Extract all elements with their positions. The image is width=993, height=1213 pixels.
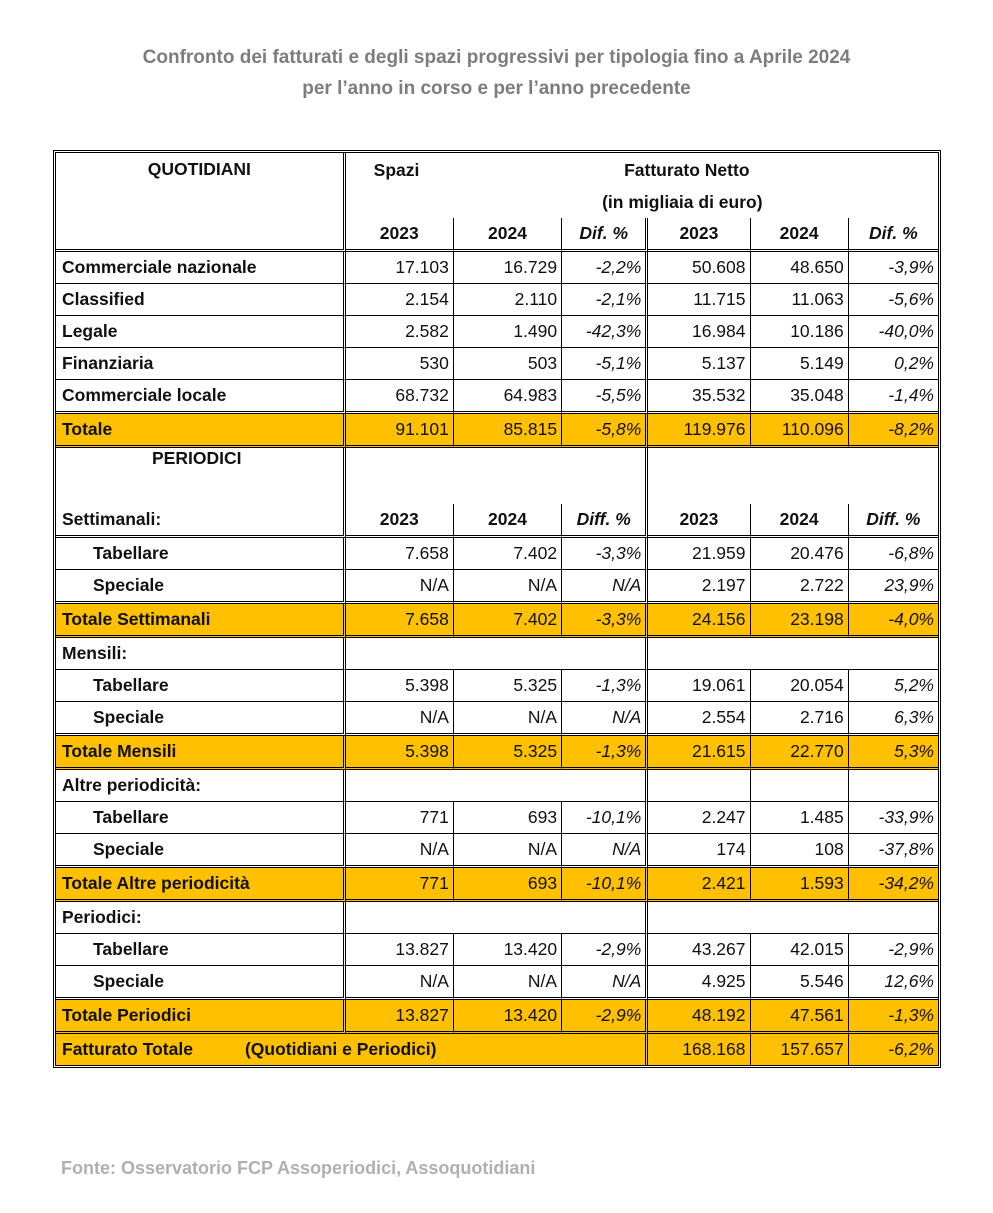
fatturato-2024-cell: 35.048 <box>751 380 849 414</box>
table-row <box>56 570 938 604</box>
section-quotidiani: QUOTIDIANI <box>56 153 346 187</box>
fatturato-2023-cell: 11.715 <box>648 284 750 316</box>
spazi-2024-cell: N/A <box>454 702 562 736</box>
fatturato-dif-cell: -5,6% <box>849 284 938 316</box>
fatturato-2023-cell: 2.554 <box>648 702 750 736</box>
table-row <box>56 538 938 570</box>
table-row <box>56 284 938 316</box>
row-label: Classified <box>56 284 346 316</box>
row-label: Totale Altre periodicità <box>56 868 346 902</box>
fatturato-2024-cell: 1.593 <box>751 868 849 902</box>
table-row <box>56 670 938 702</box>
row-label: Tabellare <box>56 670 346 702</box>
table-row <box>56 348 938 380</box>
spazi-2023-cell: 7.658 <box>346 604 454 638</box>
spazi-dif-cell: N/A <box>562 702 648 736</box>
header-row-1 <box>56 153 938 187</box>
spazi-dif-cell: -10,1% <box>562 868 648 902</box>
row-label: Commerciale locale <box>56 380 346 414</box>
fatturato-dif-cell: 0,2% <box>849 348 938 380</box>
spazi-2024-cell: 693 <box>454 868 562 902</box>
empty-cell <box>648 638 938 670</box>
empty-cell <box>346 770 649 802</box>
spazi-dif-cell: N/A <box>562 834 648 868</box>
spazi-2023-cell: 2.154 <box>346 284 454 316</box>
header-blank <box>346 187 454 218</box>
col-spazi-diff: Diff. % <box>562 504 648 538</box>
spazi-2023-cell: 5.398 <box>346 736 454 770</box>
fatturato-2023-cell: 2.421 <box>648 868 750 902</box>
spazi-2023-cell: 5.398 <box>346 670 454 702</box>
table-row <box>56 702 938 736</box>
section-settimanali: Settimanali: <box>56 504 346 538</box>
spazi-dif-cell: -5,8% <box>562 414 648 448</box>
spazi-2024-cell: 503 <box>454 348 562 380</box>
spazi-2024-cell: 13.420 <box>454 1000 562 1034</box>
total-row-altre <box>56 868 938 902</box>
fatturato-2023-cell: 5.137 <box>648 348 750 380</box>
report-title <box>0 42 993 104</box>
section-title: Periodici: <box>56 902 346 934</box>
row-label: Speciale <box>56 966 346 1000</box>
fatturato-dif-cell: -6,8% <box>849 538 938 570</box>
fatturato-dif-cell: -1,4% <box>849 380 938 414</box>
fatturato-2023-cell: 50.608 <box>648 252 750 284</box>
empty-cell <box>346 448 649 504</box>
fatturato-2023-cell: 2.197 <box>648 570 750 604</box>
fatturato-dif-cell: 6,3% <box>849 702 938 736</box>
fatturato-2023-cell: 21.959 <box>648 538 750 570</box>
fatturato-2023-cell: 119.976 <box>648 414 750 448</box>
fatturato-2024-cell: 10.186 <box>751 316 849 348</box>
spazi-2024-cell: N/A <box>454 966 562 1000</box>
grand-total-row <box>56 1034 938 1065</box>
fatturato-2024-cell: 2.716 <box>751 702 849 736</box>
row-label: Tabellare <box>56 802 346 834</box>
spazi-2023-cell: N/A <box>346 834 454 868</box>
fatturato-dif-cell: -4,0% <box>849 604 938 638</box>
row-label: Tabellare <box>56 934 346 966</box>
row-label: Totale <box>56 414 346 448</box>
total-row-periodici <box>56 1000 938 1034</box>
spazi-2023-cell: 17.103 <box>346 252 454 284</box>
table-row <box>56 316 938 348</box>
spazi-2024-cell: 5.325 <box>454 670 562 702</box>
empty-cell <box>648 770 750 802</box>
col-fatt-2024: 2024 <box>751 218 849 252</box>
spazi-2023-cell: 91.101 <box>346 414 454 448</box>
spazi-2023-cell: 13.827 <box>346 1000 454 1034</box>
section-title: Mensili: <box>56 638 346 670</box>
spazi-2024-cell: 16.729 <box>454 252 562 284</box>
spazi-2024-cell: 2.110 <box>454 284 562 316</box>
empty-cell <box>849 770 938 802</box>
section-periodici: PERIODICI <box>56 448 346 504</box>
grand-total-label <box>56 1034 648 1065</box>
total-row-quotidiani <box>56 414 938 448</box>
revenue-table <box>53 150 941 1068</box>
total-row-settimanali <box>56 604 938 638</box>
row-label: Totale Settimanali <box>56 604 346 638</box>
fatturato-dif-cell: -3,9% <box>849 252 938 284</box>
spazi-dif-cell: -2,1% <box>562 284 648 316</box>
grand-total-dif: -6,2% <box>849 1034 938 1065</box>
spazi-dif-cell: -42,3% <box>562 316 648 348</box>
fatturato-2024-cell: 20.054 <box>751 670 849 702</box>
spazi-dif-cell: -2,9% <box>562 1000 648 1034</box>
title-line-2: per l’anno in corso e per l’anno precedente <box>302 78 691 99</box>
fatturato-2023-cell: 21.615 <box>648 736 750 770</box>
col-spazi-dif: Dif. % <box>562 218 648 252</box>
header-blank <box>56 218 346 252</box>
fatturato-2024-cell: 22.770 <box>751 736 849 770</box>
spazi-2024-cell: 13.420 <box>454 934 562 966</box>
header-unit: (in migliaia di euro) <box>602 192 763 212</box>
fatturato-2024-cell: 2.722 <box>751 570 849 604</box>
spazi-2023-cell: N/A <box>346 702 454 736</box>
fatturato-2023-cell: 48.192 <box>648 1000 750 1034</box>
header-spazi: Spazi <box>373 159 420 180</box>
spazi-dif-cell: N/A <box>562 570 648 604</box>
total-row-mensili <box>56 736 938 770</box>
empty-cell <box>648 448 938 504</box>
spazi-dif-cell: -5,1% <box>562 348 648 380</box>
fatturato-dif-cell: -33,9% <box>849 802 938 834</box>
table-row <box>56 380 938 414</box>
row-label: Tabellare <box>56 538 346 570</box>
spazi-2023-cell: N/A <box>346 966 454 1000</box>
fatturato-dif-cell: 12,6% <box>849 966 938 1000</box>
spazi-2023-cell: 771 <box>346 802 454 834</box>
fatturato-2024-cell: 20.476 <box>751 538 849 570</box>
spazi-2023-cell: 68.732 <box>346 380 454 414</box>
fatturato-dif-cell: 23,9% <box>849 570 938 604</box>
spazi-dif-cell: N/A <box>562 966 648 1000</box>
fatturato-2024-cell: 23.198 <box>751 604 849 638</box>
grand-total-note: (Quotidiani e Periodici) <box>244 1039 437 1059</box>
empty-cell <box>648 902 938 934</box>
spazi-dif-cell: -2,9% <box>562 934 648 966</box>
grand-total-2023: 168.168 <box>648 1034 750 1065</box>
spazi-2023-cell: 7.658 <box>346 538 454 570</box>
row-label: Speciale <box>56 702 346 736</box>
spazi-2023-cell: 530 <box>346 348 454 380</box>
fatturato-2023-cell: 2.247 <box>648 802 750 834</box>
empty-cell <box>346 638 649 670</box>
section-row-mensili <box>56 638 938 670</box>
row-label: Speciale <box>56 834 346 868</box>
table-row <box>56 834 938 868</box>
fatturato-2024-cell: 110.096 <box>751 414 849 448</box>
fatturato-dif-cell: -1,3% <box>849 1000 938 1034</box>
fatturato-2024-cell: 5.546 <box>751 966 849 1000</box>
col-fatt-diff: Diff. % <box>849 504 938 538</box>
spazi-2024-cell: 5.325 <box>454 736 562 770</box>
fatturato-2023-cell: 4.925 <box>648 966 750 1000</box>
col-spazi-2024: 2024 <box>454 218 562 252</box>
table-row <box>56 966 938 1000</box>
periodici-years-row <box>56 504 938 538</box>
fatturato-2024-cell: 1.485 <box>751 802 849 834</box>
spazi-dif-cell: -10,1% <box>562 802 648 834</box>
col-fatt-dif: Dif. % <box>849 218 938 252</box>
spazi-2024-cell: 1.490 <box>454 316 562 348</box>
spazi-dif-cell: -3,3% <box>562 538 648 570</box>
section-row-periodici <box>56 902 938 934</box>
row-label: Commerciale nazionale <box>56 252 346 284</box>
periodici-header-row <box>56 448 938 504</box>
header-blank <box>454 187 562 218</box>
spazi-2024-cell: 693 <box>454 802 562 834</box>
row-label: Speciale <box>56 570 346 604</box>
table-row <box>56 934 938 966</box>
spazi-2023-cell: 13.827 <box>346 934 454 966</box>
spazi-2023-cell: 2.582 <box>346 316 454 348</box>
row-label: Totale Periodici <box>56 1000 346 1034</box>
fatturato-2023-cell: 174 <box>648 834 750 868</box>
header-fatturato: Fatturato Netto <box>624 159 750 180</box>
table-row <box>56 802 938 834</box>
fatturato-dif-cell: -34,2% <box>849 868 938 902</box>
fatturato-2024-cell: 48.650 <box>751 252 849 284</box>
row-label: Legale <box>56 316 346 348</box>
fatturato-2024-cell: 11.063 <box>751 284 849 316</box>
empty-cell <box>751 770 849 802</box>
spazi-dif-cell: -5,5% <box>562 380 648 414</box>
spazi-2024-cell: N/A <box>454 834 562 868</box>
row-label: Finanziaria <box>56 348 346 380</box>
fatturato-2024-cell: 42.015 <box>751 934 849 966</box>
grand-total-2024: 157.657 <box>751 1034 849 1065</box>
col-spazi-2024: 2024 <box>454 504 562 538</box>
fatturato-dif-cell: -40,0% <box>849 316 938 348</box>
fatturato-2024-cell: 5.149 <box>751 348 849 380</box>
fatturato-2023-cell: 35.532 <box>648 380 750 414</box>
spazi-2023-cell: 771 <box>346 868 454 902</box>
header-years-row <box>56 218 938 252</box>
header-blank <box>454 153 562 187</box>
grand-total-title: Fatturato Totale <box>62 1039 193 1059</box>
spazi-2024-cell: 7.402 <box>454 538 562 570</box>
spazi-2024-cell: 7.402 <box>454 604 562 638</box>
fatturato-2023-cell: 19.061 <box>648 670 750 702</box>
fatturato-2024-cell: 47.561 <box>751 1000 849 1034</box>
source-note: Fonte: Osservatorio FCP Assoperiodici, Assoquotidiani <box>61 1158 536 1178</box>
empty-cell <box>346 902 649 934</box>
section-row-altre <box>56 770 938 802</box>
spazi-2024-cell: N/A <box>454 570 562 604</box>
fatturato-dif-cell: 5,2% <box>849 670 938 702</box>
header-blank <box>56 187 346 218</box>
spazi-dif-cell: -1,3% <box>562 670 648 702</box>
col-spazi-2023: 2023 <box>346 504 454 538</box>
fatturato-2023-cell: 43.267 <box>648 934 750 966</box>
fatturato-dif-cell: -8,2% <box>849 414 938 448</box>
col-fatt-2023: 2023 <box>648 504 750 538</box>
fatturato-dif-cell: -37,8% <box>849 834 938 868</box>
spazi-2024-cell: 85.815 <box>454 414 562 448</box>
spazi-dif-cell: -3,3% <box>562 604 648 638</box>
spazi-2023-cell: N/A <box>346 570 454 604</box>
section-title: Altre periodicità: <box>56 770 346 802</box>
fatturato-2023-cell: 24.156 <box>648 604 750 638</box>
col-fatt-2024: 2024 <box>751 504 849 538</box>
header-row-2 <box>56 187 938 218</box>
row-label: Totale Mensili <box>56 736 346 770</box>
title-line-1: Confronto dei fatturati e degli spazi progressivi per tipologia fino a Aprile 2024 <box>142 47 851 68</box>
col-spazi-2023: 2023 <box>346 218 454 252</box>
spazi-2024-cell: 64.983 <box>454 380 562 414</box>
fatturato-2024-cell: 108 <box>751 834 849 868</box>
col-fatt-2023: 2023 <box>648 218 750 252</box>
fatturato-dif-cell: 5,3% <box>849 736 938 770</box>
table-row <box>56 252 938 284</box>
spazi-dif-cell: -1,3% <box>562 736 648 770</box>
fatturato-2023-cell: 16.984 <box>648 316 750 348</box>
fatturato-dif-cell: -2,9% <box>849 934 938 966</box>
spazi-dif-cell: -2,2% <box>562 252 648 284</box>
